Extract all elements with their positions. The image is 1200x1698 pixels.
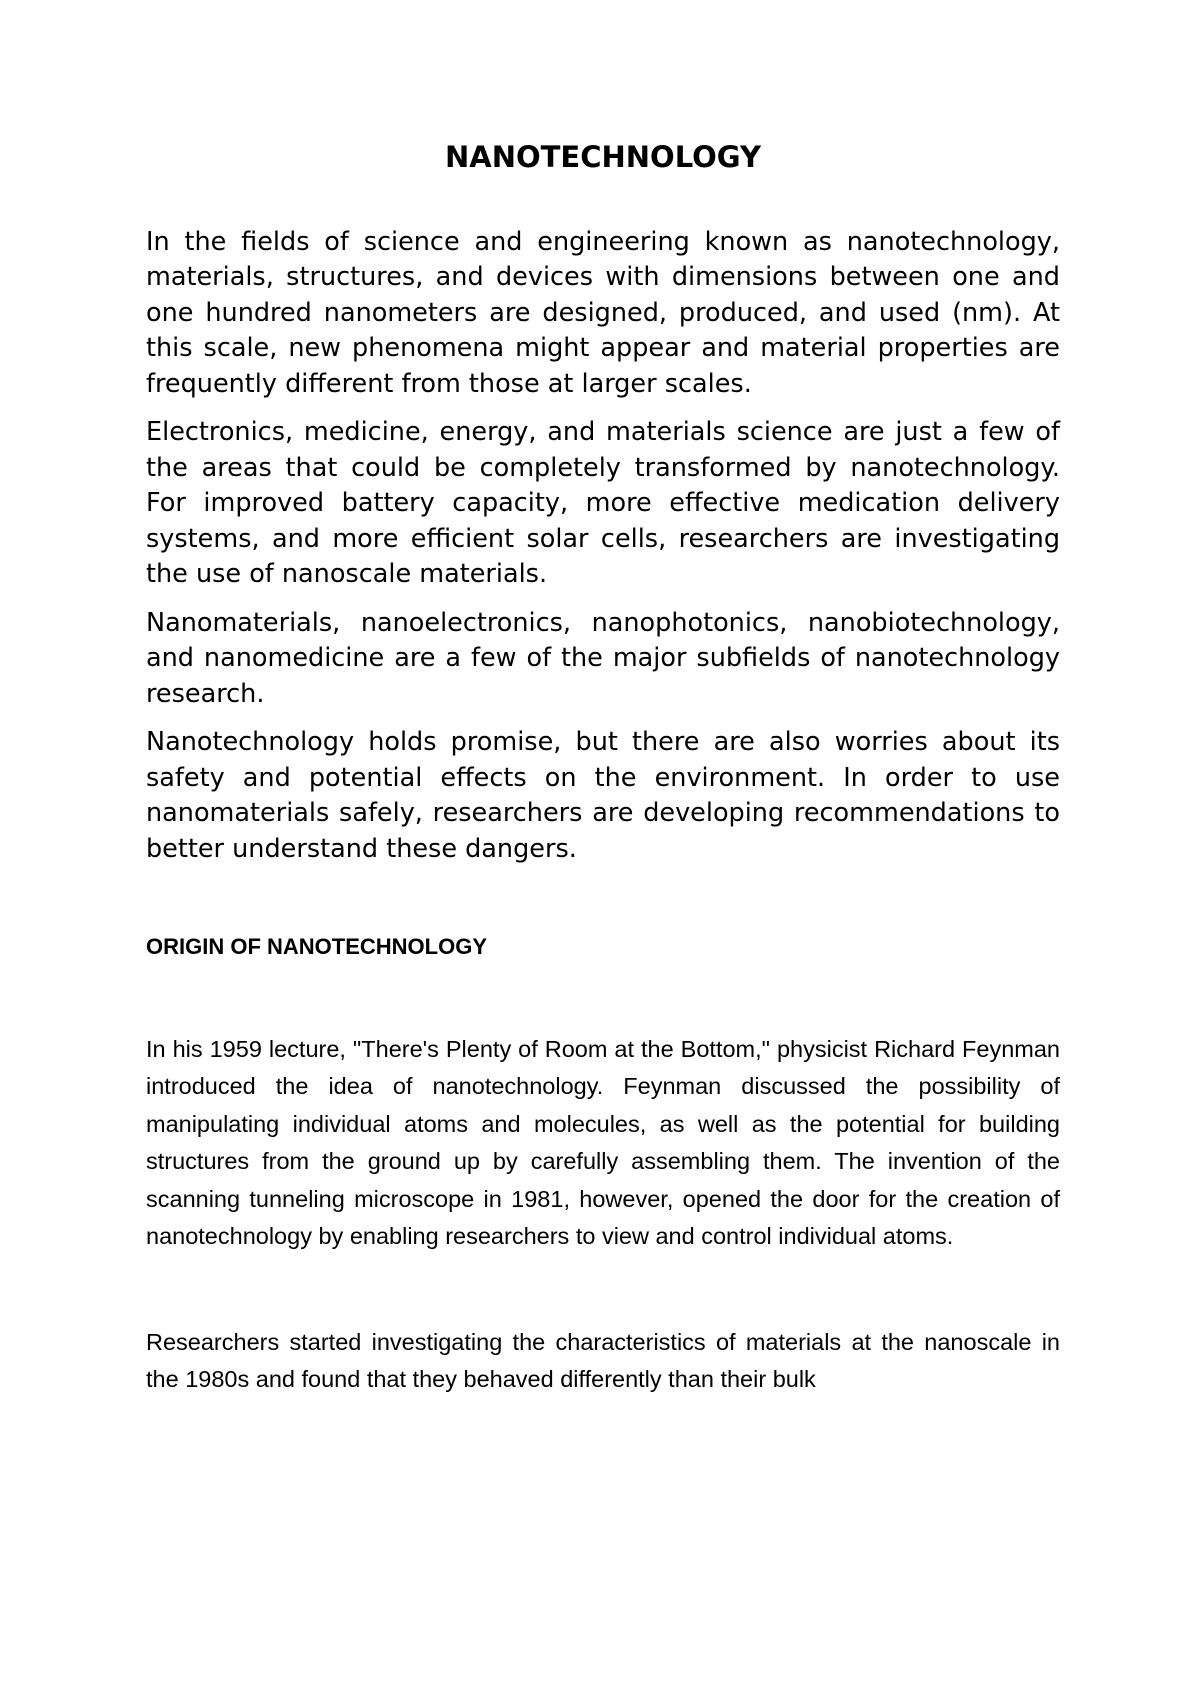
- section-heading: ORIGIN OF NANOTECHNOLOGY: [146, 934, 487, 960]
- origin-paragraph: Researchers started investigating the characteristics of materials at the nanoscale in the 1980s and found that they behaved differently than their bulk: [146, 1328, 1060, 1393]
- intro-paragraph: Nanomaterials, nanoelectronics, nanophotonics, nanobiotechnology, and nanomedicine are a few of the major subfields of nanotechnology research.: [146, 607, 1060, 709]
- origin-paragraph: In his 1959 lecture, "There's Plenty of Room at the Bottom," physicist Richard Feynman introduced the idea of nanotechnology. Feynman discussed the possibility of manipulating individual atoms and molecules, as well as the potential for building structures from the ground up by carefully assembling them. The invention of the scanning tunneling microscope in 1981, however, opened the door for the creation of nanotechnology by enabling researchers to view and control individual atoms.: [146, 1035, 1060, 1250]
- document-body: [146, 140, 1060, 1467]
- intro-paragraph: In the fields of science and engineering known as nanotechnology, materials, structures, and devices with dimensions between one and one hundred nanometers are designed, produced, and used (nm). At this scale, new phenomena might appear and material properties are frequently different from those at larger scales.: [146, 226, 1060, 399]
- document-title: NANOTECHNOLOGY: [445, 140, 761, 174]
- intro-paragraph: Nanotechnology holds promise, but there are also worries about its safety and potential effects on the environment. In order to use nanomaterials safely, researchers are developing recommendations to better understand these dangers.: [146, 727, 1060, 864]
- intro-paragraph: Electronics, medicine, energy, and materials science are just a few of the areas that could be completely transformed by nanotechnology. For improved battery capacity, more effective medication delivery systems, and more efficient solar cells, researchers are investigating the use of nanoscale materials.: [146, 417, 1060, 590]
